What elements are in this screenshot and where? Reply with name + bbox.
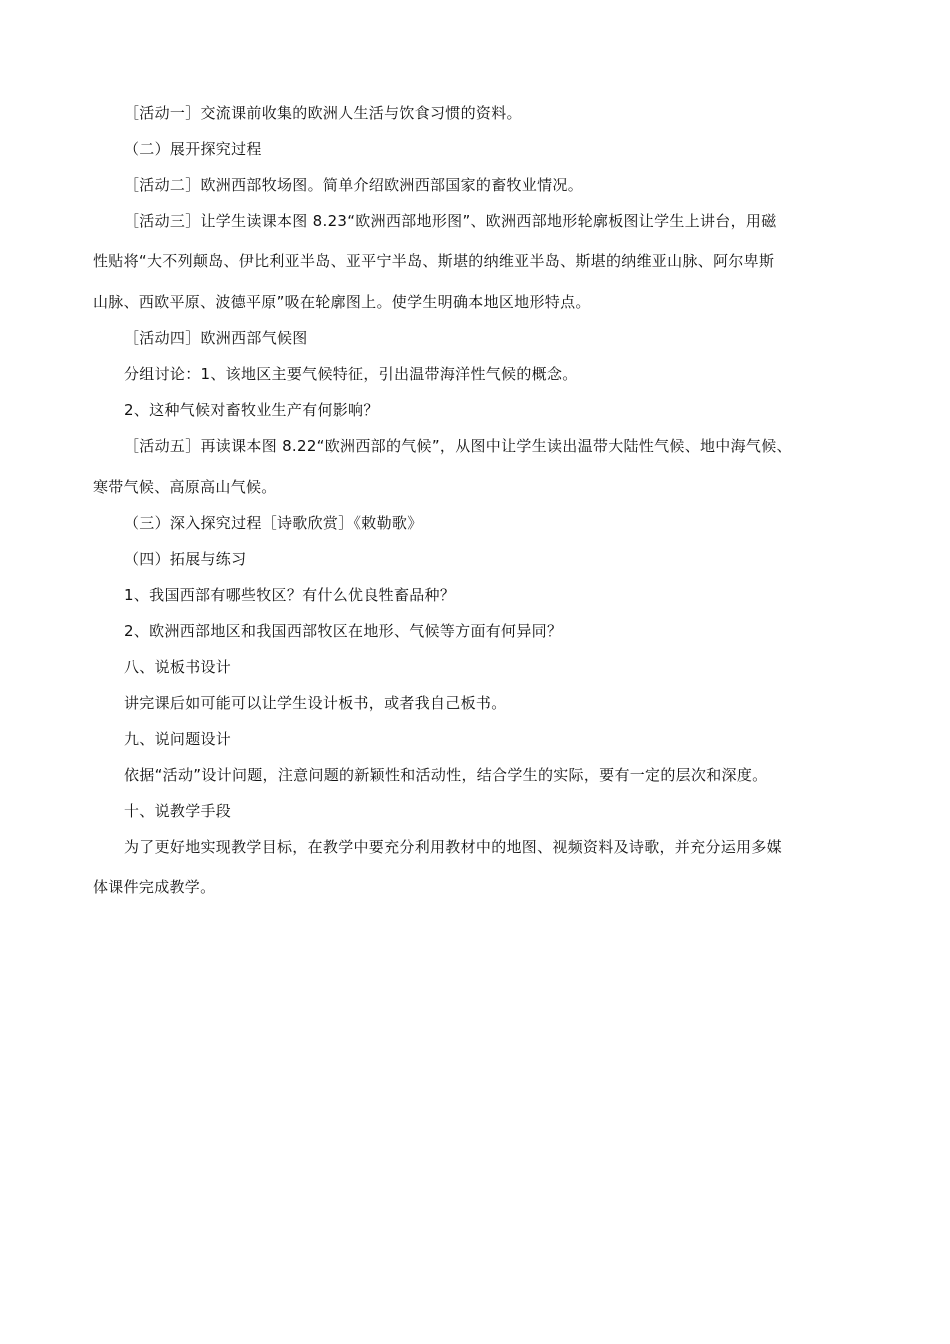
exercise-two: 2、欧洲西部地区和我国西部牧区在地形、气候等方面有何异同？ [124, 622, 563, 640]
activity-three-line-1: ［活动三］让学生读课本图 8.23“欧洲西部地形图”、欧洲西部地形轮廓板图让学生上讲台，用磁 [124, 212, 777, 230]
section-nine-heading: 九、说问题设计 [124, 730, 232, 748]
teaching-means-line-1: 为了更好地实现教学目标，在教学中要充分利用教材中的地图、视频资料及诗歌，并充分运用多媒 [124, 838, 782, 856]
board-design-text: 讲完课后如可能可以让学生设计板书，或者我自己板书。 [124, 694, 507, 712]
section-three-heading: （三）深入探究过程［诗歌欣赏］《敕勒歌》 [124, 514, 423, 532]
discussion-question-two: 2、这种气候对畜牧业生产有何影响？ [124, 401, 379, 419]
teaching-means-line-2: 体课件完成教学。 [93, 878, 216, 896]
activity-three-line-3: 山脉、西欧平原、波德平原”吸在轮廓图上。使学生明确本地区地形特点。 [93, 293, 591, 311]
section-ten-heading: 十、说教学手段 [124, 802, 232, 820]
activity-one-line: ［活动一］交流课前收集的欧洲人生活与饮食习惯的资料。 [124, 104, 522, 122]
exercise-one: 1、我国西部有哪些牧区？有什么优良牲畜品种？ [124, 586, 456, 604]
activity-five-line-1: ［活动五］再读课本图 8.22“欧洲西部的气候”，从图中让学生读出温带大陆性气候、地中海气候、 [124, 437, 792, 455]
activity-four-line: ［活动四］欧洲西部气候图 [124, 329, 308, 347]
question-design-text: 依据“活动”设计问题，注意问题的新颖性和活动性，结合学生的实际，要有一定的层次和深度。 [124, 766, 768, 784]
activity-three-line-2: 性贴将“大不列颠岛、伊比利亚半岛、亚平宁半岛、斯堪的纳维亚半岛、斯堪的纳维亚山脉、阿尔卑斯 [93, 252, 775, 270]
section-four-heading: （四）拓展与练习 [124, 550, 247, 568]
group-discussion-line: 分组讨论：1、该地区主要气候特征，引出温带海洋性气候的概念。 [124, 365, 578, 383]
section-two-heading: （二）展开探究过程 [124, 140, 262, 158]
activity-two-line: ［活动二］欧洲西部牧场图。简单介绍欧洲西部国家的畜牧业情况。 [124, 176, 584, 194]
activity-five-line-2: 寒带气候、高原高山气候。 [93, 478, 277, 496]
section-eight-heading: 八、说板书设计 [124, 658, 232, 676]
